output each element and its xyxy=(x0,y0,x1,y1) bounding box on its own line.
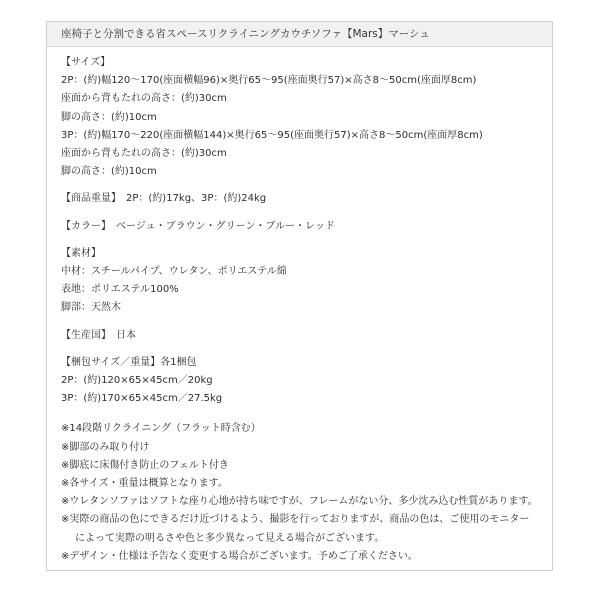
product-title: 座椅子と分割できる省スペースリクライニングカウチソファ【Mars】マーシュ xyxy=(61,28,430,40)
material-section xyxy=(61,245,544,318)
size-line: 脚の高さ：(約)10cm xyxy=(61,111,157,123)
material-heading: 【素材】 xyxy=(61,247,101,259)
note-item: ※脚底に床傷付き防止のフェルト付き xyxy=(61,459,229,471)
size-line: 2P：(約)幅120〜170(座面横幅96)×奥行65〜95(座面奥行57)×高さ8〜50cm(座面厚8cm) xyxy=(61,75,477,87)
note-item: ※14段階リクライニング（フラット時含む） xyxy=(61,423,261,435)
material-line: 表地：ポリエステル100% xyxy=(61,284,179,296)
size-heading: 【サイズ】 xyxy=(61,57,111,68)
note-item: ※ウレタンソファはソフトな座り心地が持ち味ですが、フレームがない分、多少沈み込む性質があります。 xyxy=(61,496,538,508)
note-item: ※脚部のみ取り付け xyxy=(61,441,150,453)
weight-section xyxy=(61,190,544,208)
notes-section xyxy=(61,420,544,566)
material-line: 脚部：天然木 xyxy=(61,302,121,314)
size-line: 座面から背もたれの高さ：(約)30cm xyxy=(61,93,227,105)
size-line: 3P：(約)幅170〜220(座面横幅144)×奥行65〜95(座面奥行57)×高さ8〜50cm(座面厚8cm) xyxy=(61,129,483,141)
color-text: 【カラー】 ベージュ・ブラウン・グリーン・ブルー・レッド xyxy=(61,220,335,232)
size-section xyxy=(61,54,544,181)
spec-table xyxy=(46,21,553,571)
note-item-continuation: によって実際の明るさや色と多少異なって見える場合がございます。 xyxy=(75,532,385,544)
spec-header xyxy=(47,22,552,47)
material-line: 中材：スチールパイプ、ウレタン、ポリエステル綿 xyxy=(61,266,287,278)
weight-text: 【商品重量】 2P：(約)17kg、3P：(約)24kg xyxy=(61,193,267,205)
note-item: ※デザイン・仕様は予告なく変更する場合がございます。予めご了承ください。 xyxy=(61,550,418,562)
size-line: 座面から背もたれの高さ：(約)30cm xyxy=(61,148,227,160)
origin-section xyxy=(61,327,544,345)
note-item: ※実際の商品の色にできるだけ近づけるよう、撮影を行っておりますが、商品の色は、ご使用のモニター xyxy=(61,514,530,526)
color-section xyxy=(61,218,544,236)
spec-content xyxy=(61,54,544,566)
size-line: 脚の高さ：(約)10cm xyxy=(61,166,157,178)
package-line: 3P：(約)170×65×45cm／27.5kg xyxy=(61,393,223,405)
origin-text: 【生産国】 日本 xyxy=(61,329,136,341)
note-item: ※各サイズ・重量は概算となります。 xyxy=(61,478,228,490)
package-line: 2P：(約)120×65×45cm／20kg xyxy=(61,375,213,387)
package-section xyxy=(61,354,544,409)
package-heading: 【梱包サイズ／重量】各1梱包 xyxy=(61,356,197,368)
